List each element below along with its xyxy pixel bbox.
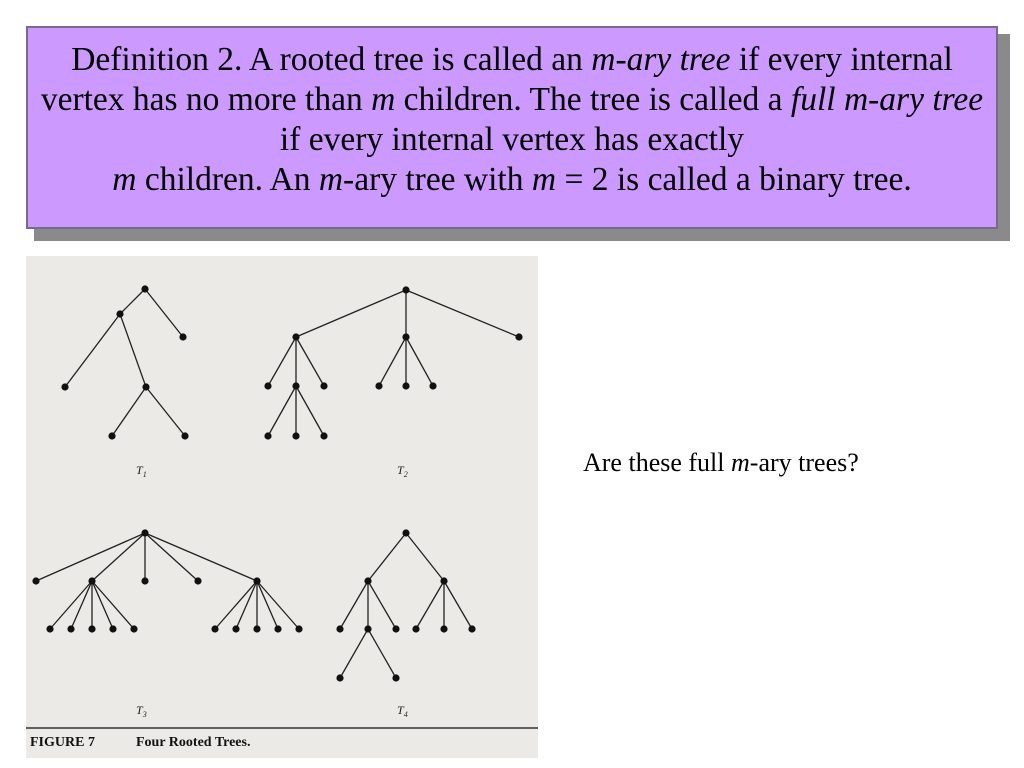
variable-m: m: [371, 81, 396, 118]
variable-m: m: [318, 161, 344, 198]
definition-text: [34, 40, 990, 200]
question-text: [583, 448, 859, 478]
trees-diagram: [26, 256, 538, 758]
term-m-ary-tree: m-ary tree: [591, 41, 731, 78]
figure-four-rooted-trees: [26, 256, 538, 758]
variable-m: m: [731, 448, 750, 477]
definition-part: Definition 2. A rooted tree is called an: [71, 41, 592, 78]
figure-caption-number: FIGURE 7: [30, 735, 95, 750]
definition-part: -ary tree with: [343, 161, 532, 198]
question-part: Are these full: [583, 448, 732, 477]
definition-box: [26, 26, 998, 229]
tree-label-t1: $T_1$: [136, 463, 147, 479]
tree-label-t4: $T_4$: [397, 703, 408, 719]
definition-part: children. The tree is called a: [395, 81, 791, 118]
definition-part: children. An: [136, 161, 319, 198]
variable-m: m: [531, 161, 557, 198]
tree-vertices: [32, 285, 522, 681]
tree-label-t2: $T_2$: [397, 463, 408, 479]
question-part: -ary trees?: [749, 448, 859, 477]
definition-part: if every internal vertex has no more than: [40, 41, 953, 118]
variable-m: m: [112, 161, 137, 198]
tree-label-t3: $T_3$: [136, 703, 147, 719]
definition-part: = 2 is called a binary tree.: [556, 161, 912, 198]
figure-caption-title: Four Rooted Trees.: [136, 735, 251, 750]
definition-part: if every internal vertex has exactly: [279, 121, 745, 158]
tree-edges: [36, 289, 519, 678]
term-full-m-ary-tree: full m-ary tree: [790, 81, 984, 118]
